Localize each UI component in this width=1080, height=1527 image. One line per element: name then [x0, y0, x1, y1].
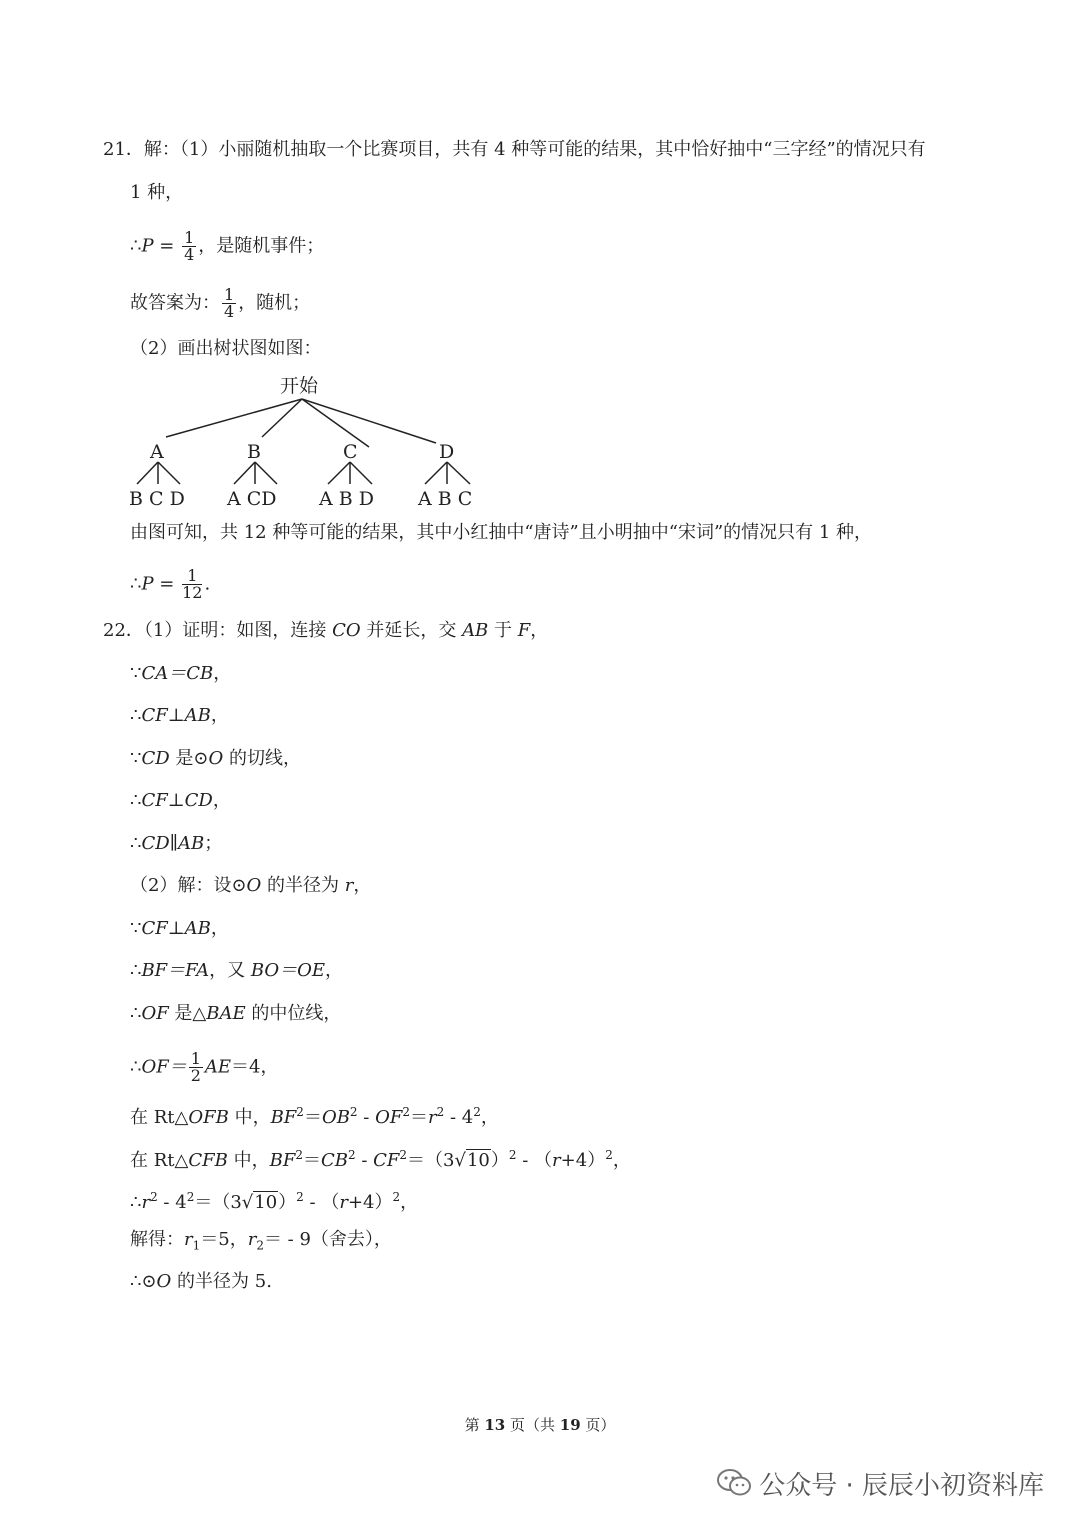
q22-line15: 解得：$r_1=5$，$r_2= - 9$（舍去）， [130, 1229, 392, 1253]
q22-line5: ∴CF⊥CD， [130, 790, 231, 811]
q22-line6: ∴CD∥AB； [130, 833, 223, 854]
q21-final-probability: ∴P = $\frac{1}{12}$ . [130, 566, 211, 602]
equals: = [153, 235, 181, 257]
fraction-one-quarter: $\frac{1}{4}$ [184, 228, 195, 264]
q22-line2: ∵CA＝CB， [130, 663, 232, 684]
tree-leaves-c: A B D [319, 488, 374, 510]
tree-node-a: A [150, 441, 164, 463]
watermark [717, 1465, 1044, 1504]
wechat-icon [717, 1469, 751, 1504]
tree-node-c: C [343, 441, 358, 463]
q21-line1: 21．解：（1）小丽随机抽取一个比赛项目，共有 4 种等可能的结果，其中恰好抽中“三字经”的情况只有 [103, 139, 926, 160]
q21-line2: 1 种， [130, 182, 184, 203]
q22-line4: ∵CD 是⊙O 的切线， [130, 748, 301, 769]
q22-line9: ∴BF＝FA，又 BO＝OE， [130, 960, 344, 981]
q22-line8: ∵CF⊥AB， [130, 918, 229, 939]
p-suffix: ，是随机事件； [198, 235, 325, 257]
tree-leaves-d: A B C [418, 488, 473, 510]
tree-node-b: B [247, 441, 261, 463]
fraction-one-half: $\frac{1}{2}$ [190, 1049, 201, 1085]
tree-node-d: D [439, 441, 455, 463]
q21-result: 由图可知，共 12 种等可能的结果，其中小红抽中“唐诗”且小明抽中“宋词”的情况只有 1 种， [130, 522, 873, 543]
q22-line1: 22．（1）证明：如图，连接 CO 并延长，交 AB 于 F， [103, 620, 549, 641]
answer-suffix: ，随机； [238, 292, 311, 314]
page-total: 19 [559, 1416, 581, 1434]
q22-line10: ∴OF 是△BAE 的中位线， [130, 1003, 342, 1024]
q22-line16: ∴⊙O 的半径为 5. [130, 1271, 272, 1292]
page-footer: 第 13 页（共 19 页） [464, 1416, 616, 1434]
tree-leaves-b: A CD [227, 488, 277, 510]
therefore-symbol: ∴ [130, 235, 142, 257]
page-number: 13 [484, 1416, 506, 1434]
q21-part2: （2）画出树状图如图： [130, 338, 322, 359]
q22-line7: （2）解：设⊙O 的半径为 r， [130, 875, 372, 896]
answer-fraction: $\frac{1}{4}$ [224, 285, 235, 321]
answer-prefix: 故答案为： [130, 292, 220, 314]
fraction-one-twelfth: $\frac{1}{12}$ [182, 566, 203, 602]
q22-line11: ∴OF＝ $\frac{1}{2}$ AE＝4， [130, 1049, 279, 1085]
q22-line3: ∴CF⊥AB， [130, 705, 229, 726]
tree-root: 开始 [280, 375, 319, 397]
q22-line12: 在 Rt△OFB 中，$BF^2=OB^2 - OF^2=r^2 - 4^2$， [130, 1105, 499, 1128]
q22-line14: $\therefore r^2 - 4^2=(3√10)^2 - (r+4)^2$， [130, 1190, 419, 1213]
tree-leaves-a: B C D [129, 488, 185, 510]
q22-line13: 在 Rt△CFB 中，$BF^2=CB^2 - CF^2=(3√10)^2 - (r+4)^2$， [130, 1148, 631, 1171]
p-variable: P [141, 235, 154, 257]
watermark-text: 公众号 · 辰辰小初资料库 [759, 1471, 1044, 1501]
